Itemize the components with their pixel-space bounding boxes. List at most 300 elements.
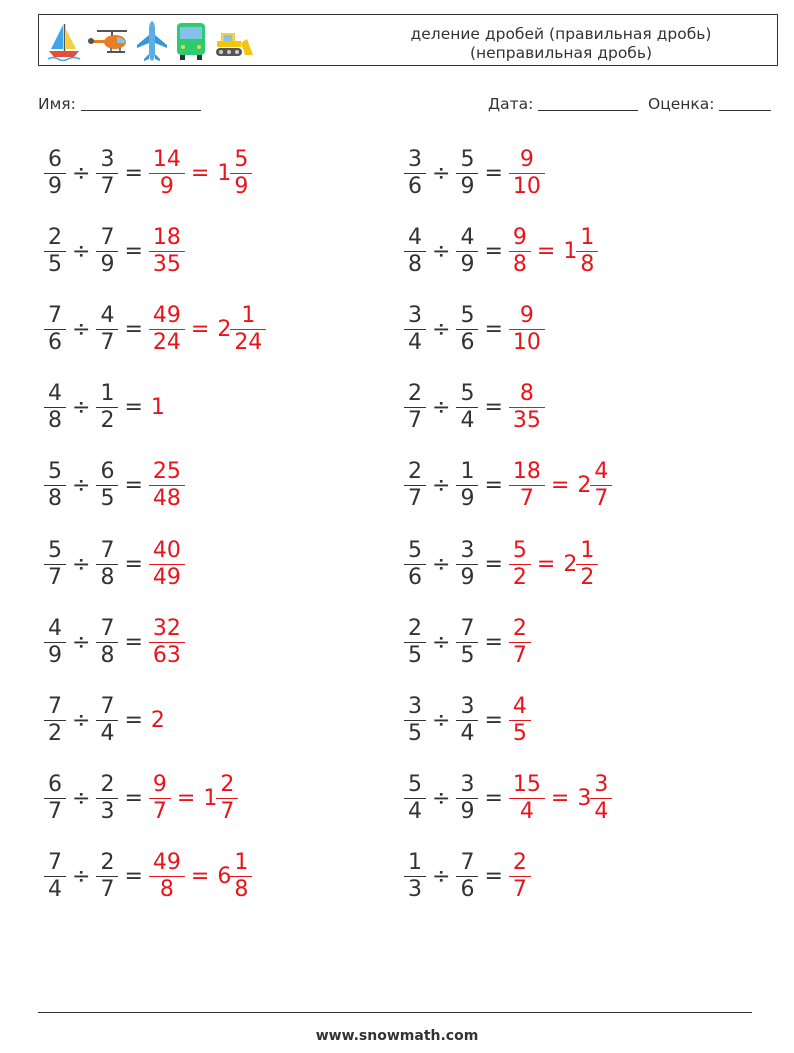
mixed-numerator: 1 [234, 850, 249, 876]
operand-a [406, 461, 424, 510]
answer-fraction [511, 461, 543, 510]
problem-item [406, 847, 529, 907]
mixed-fraction [218, 774, 236, 823]
sailboat-icon [45, 21, 83, 61]
answer [511, 852, 529, 901]
operand-b [458, 224, 476, 277]
answer-fraction-numerator: 2 [512, 850, 527, 876]
answer-equals-sign: = [536, 551, 556, 577]
operand-a-numerator: 2 [408, 381, 422, 407]
answer-fraction-numerator: 25 [152, 459, 181, 485]
answer-equals-sign: = [550, 473, 570, 499]
operand-a-denominator: 5 [404, 642, 426, 667]
operand-b [98, 461, 116, 510]
operand-b [458, 537, 476, 590]
answer [511, 146, 543, 199]
divide-sign: ÷ [432, 786, 451, 812]
answer-fraction [511, 146, 543, 199]
mixed-denominator: 8 [576, 251, 598, 276]
operand-b-numerator: 5 [460, 381, 475, 407]
problem-item [406, 299, 543, 359]
answer-fraction-denominator: 8 [509, 251, 531, 276]
equals-sign: = [484, 160, 503, 186]
answer-fraction-denominator: 35 [509, 407, 545, 432]
operand-a [406, 852, 424, 901]
operand-b [98, 537, 116, 590]
divide-sign: ÷ [432, 473, 451, 499]
operand-a-numerator: 7 [48, 693, 62, 719]
equals-sign: = [484, 238, 503, 264]
problem-item [406, 534, 596, 594]
score-field [648, 94, 771, 113]
operand-a-denominator: 6 [44, 329, 66, 354]
operand-b-numerator: 5 [460, 302, 475, 328]
mixed-fraction [232, 302, 264, 355]
date-field [488, 94, 638, 113]
footer-url[interactable]: www.snowmath.com [315, 1028, 479, 1044]
problem-item [406, 221, 596, 281]
mixed-numerator: 5 [234, 146, 249, 172]
answer-fraction [511, 852, 529, 901]
title-line-2: (неправильная дробь) [469, 44, 653, 62]
mixed-denominator: 24 [230, 329, 266, 354]
operand-a-numerator: 1 [408, 850, 422, 876]
problem-item [406, 612, 529, 672]
operand-a [46, 461, 64, 510]
operand-b-denominator: 9 [456, 485, 478, 510]
operand-a-denominator: 8 [44, 485, 66, 510]
mixed-whole: 6 [217, 864, 232, 890]
operand-b-denominator: 9 [456, 564, 478, 589]
mixed-number [563, 537, 596, 590]
answer-fraction-denominator: 7 [509, 642, 531, 667]
mixed-numerator: 1 [580, 224, 595, 250]
operand-b-numerator: 7 [100, 615, 115, 641]
operand-b-denominator: 7 [96, 876, 118, 901]
equals-sign: = [124, 864, 143, 890]
operand-a-numerator: 4 [408, 224, 422, 250]
divide-sign: ÷ [432, 551, 451, 577]
answer-fraction [511, 774, 543, 823]
divide-sign: ÷ [432, 238, 451, 264]
answer-equals-sign: = [190, 316, 210, 342]
answer-fraction-denominator: 7 [509, 485, 545, 510]
answer-fraction-denominator: 7 [149, 798, 171, 823]
operand-a-denominator: 2 [44, 720, 66, 745]
answer [151, 395, 165, 420]
operand-a [46, 615, 64, 668]
operand-b [458, 774, 476, 823]
divide-sign: ÷ [432, 707, 451, 733]
operand-a-denominator: 4 [404, 798, 426, 823]
equals-sign: = [484, 629, 503, 655]
operand-a [406, 615, 424, 668]
mixed-denominator: 4 [590, 798, 612, 823]
divide-sign: ÷ [432, 629, 451, 655]
operand-b-denominator: 9 [456, 798, 478, 823]
equals-sign: = [484, 786, 503, 812]
operand-a [406, 774, 424, 823]
operand-a-numerator: 2 [48, 224, 62, 250]
problem-item [46, 847, 250, 907]
answer [151, 302, 264, 355]
mixed-number [217, 852, 250, 901]
mixed-numerator: 4 [594, 459, 609, 485]
divide-sign: ÷ [72, 238, 91, 264]
divide-sign: ÷ [432, 316, 451, 342]
operand-a [46, 774, 64, 823]
divide-sign: ÷ [72, 786, 91, 812]
operand-a-denominator: 6 [404, 173, 426, 198]
answer [511, 224, 596, 277]
operand-b-numerator: 7 [460, 615, 475, 641]
answer [151, 224, 183, 277]
equals-sign: = [124, 238, 143, 264]
problem-item [46, 143, 250, 203]
divide-sign: ÷ [72, 395, 91, 421]
name-blank[interactable] [81, 94, 201, 111]
operand-b [458, 383, 476, 432]
operand-b-denominator: 8 [96, 642, 118, 667]
answer [151, 774, 236, 823]
answer-fraction [151, 146, 183, 199]
score-label: Оценка: [648, 95, 715, 113]
answer-fraction [151, 461, 183, 510]
operand-b [458, 146, 476, 199]
answer-fraction [511, 615, 529, 668]
equals-sign: = [124, 707, 143, 733]
operand-a-denominator: 9 [44, 642, 66, 667]
problem-item [46, 612, 183, 672]
answer-fraction-numerator: 4 [512, 693, 527, 719]
answer [511, 383, 543, 432]
operand-b-numerator: 4 [460, 224, 475, 250]
answer-fraction-numerator: 8 [519, 381, 534, 407]
operand-b [98, 302, 116, 355]
answer-fraction [151, 537, 183, 590]
operand-a-numerator: 7 [48, 302, 62, 328]
equals-sign: = [124, 786, 143, 812]
mixed-whole: 3 [577, 786, 592, 812]
header-box [38, 14, 778, 66]
operand-b-numerator: 2 [100, 850, 115, 876]
equals-sign: = [484, 864, 503, 890]
mixed-denominator: 8 [230, 876, 252, 901]
problem-item [46, 299, 264, 359]
answer-fraction-denominator: 24 [149, 329, 185, 354]
answer [511, 615, 529, 668]
operand-b [458, 693, 476, 746]
operand-a-denominator: 4 [44, 876, 66, 901]
answer-fraction-numerator: 9 [152, 772, 167, 798]
answer-whole: 2 [150, 707, 165, 733]
problem-item [46, 456, 183, 516]
mixed-whole: 1 [217, 160, 232, 186]
equals-sign: = [124, 395, 143, 421]
equals-sign: = [484, 551, 503, 577]
answer [511, 774, 610, 823]
operand-b-numerator: 3 [460, 693, 475, 719]
answer-equals-sign: = [536, 238, 556, 264]
problem-item [406, 690, 529, 750]
mixed-denominator: 9 [230, 173, 252, 198]
operand-a [406, 146, 424, 199]
divide-sign: ÷ [432, 395, 451, 421]
operand-b-denominator: 5 [456, 642, 478, 667]
mixed-number [577, 461, 610, 510]
bulldozer-icon [213, 21, 255, 61]
mixed-whole: 2 [217, 316, 232, 342]
equals-sign: = [484, 707, 503, 733]
mixed-denominator: 7 [216, 798, 238, 823]
mixed-whole: 2 [577, 473, 592, 499]
answer-fraction [511, 302, 543, 355]
operand-a-denominator: 8 [44, 407, 66, 432]
mixed-fraction [232, 852, 250, 901]
operand-a-numerator: 7 [48, 850, 62, 876]
operand-b-denominator: 7 [96, 173, 118, 198]
operand-a-numerator: 5 [408, 772, 422, 798]
divide-sign: ÷ [72, 160, 91, 186]
answer-fraction [151, 615, 183, 668]
footer-divider [38, 1012, 752, 1013]
bus-icon [173, 19, 209, 63]
operand-a [46, 693, 64, 746]
worksheet-title [381, 25, 741, 63]
answer [151, 146, 250, 199]
answer [511, 537, 596, 590]
answer-fraction-numerator: 15 [512, 772, 541, 798]
mixed-denominator: 2 [576, 564, 598, 589]
answer-equals-sign: = [550, 786, 570, 812]
equals-sign: = [484, 473, 503, 499]
answer-fraction-numerator: 49 [152, 850, 181, 876]
answer-fraction-denominator: 8 [149, 876, 185, 901]
equals-sign: = [484, 316, 503, 342]
operand-a-numerator: 2 [408, 459, 422, 485]
operand-a-numerator: 5 [48, 459, 62, 485]
answer-fraction-numerator: 2 [512, 615, 527, 641]
answer [151, 537, 183, 590]
divide-sign: ÷ [72, 629, 91, 655]
operand-b [98, 383, 116, 432]
answer-fraction-numerator: 32 [152, 615, 181, 641]
operand-a-denominator: 5 [44, 251, 66, 276]
answer-fraction-numerator: 9 [512, 224, 527, 250]
answer-fraction [511, 693, 529, 746]
operand-b-numerator: 4 [100, 302, 115, 328]
answer-fraction-denominator: 2 [509, 564, 531, 589]
operand-b-numerator: 5 [460, 146, 475, 172]
operand-b-denominator: 4 [456, 407, 478, 432]
operand-a [406, 302, 424, 355]
answer-fraction-denominator: 10 [509, 173, 545, 198]
operand-b-numerator: 1 [100, 381, 115, 407]
operand-a-denominator: 7 [404, 485, 426, 510]
divide-sign: ÷ [432, 864, 451, 890]
problem-item [46, 690, 165, 750]
divide-sign: ÷ [72, 551, 91, 577]
name-label: Имя: [38, 95, 76, 113]
mixed-number [563, 224, 596, 277]
operand-b-denominator: 5 [96, 485, 118, 510]
equals-sign: = [124, 160, 143, 186]
answer-fraction-numerator: 9 [519, 146, 534, 172]
divide-sign: ÷ [72, 707, 91, 733]
answer [151, 461, 183, 510]
equals-sign: = [124, 629, 143, 655]
answer-fraction-numerator: 18 [152, 224, 181, 250]
problem-item [46, 534, 183, 594]
operand-a [46, 302, 64, 355]
problem-item [406, 378, 543, 438]
answer [511, 693, 529, 746]
operand-a-numerator: 4 [48, 381, 62, 407]
operand-a-numerator: 3 [408, 146, 422, 172]
mixed-number [217, 146, 250, 199]
operand-b-numerator: 3 [460, 772, 475, 798]
airplane-icon [135, 19, 169, 63]
operand-a-denominator: 6 [404, 564, 426, 589]
answer-fraction-denominator: 9 [149, 173, 185, 198]
answer-fraction-denominator: 7 [509, 876, 531, 901]
operand-a-denominator: 7 [44, 564, 66, 589]
answer-fraction-numerator: 40 [152, 537, 181, 563]
answer-equals-sign: = [176, 786, 196, 812]
answer-fraction [151, 852, 183, 901]
date-blank[interactable] [538, 94, 638, 111]
operand-a-denominator: 8 [404, 251, 426, 276]
score-blank[interactable] [719, 94, 771, 111]
equals-sign: = [124, 316, 143, 342]
divide-sign: ÷ [432, 160, 451, 186]
answer [151, 852, 250, 901]
mixed-fraction [592, 461, 610, 510]
mixed-numerator: 1 [580, 537, 595, 563]
operand-a-numerator: 6 [48, 146, 62, 172]
mixed-fraction [578, 224, 596, 277]
operand-a [406, 537, 424, 590]
answer-fraction-numerator: 49 [152, 302, 181, 328]
operand-a-numerator: 3 [408, 693, 422, 719]
divide-sign: ÷ [72, 473, 91, 499]
name-field [38, 94, 201, 113]
problem-item [406, 769, 610, 829]
operand-b [458, 461, 476, 510]
operand-a [46, 537, 64, 590]
operand-b-denominator: 7 [96, 329, 118, 354]
operand-b [98, 146, 116, 199]
answer-fraction [151, 774, 169, 823]
answer-whole: 1 [150, 395, 165, 421]
operand-a [406, 224, 424, 277]
operand-b-denominator: 2 [96, 407, 118, 432]
operand-a-denominator: 7 [404, 407, 426, 432]
answer-fraction-denominator: 10 [509, 329, 545, 354]
operand-b-denominator: 3 [96, 798, 118, 823]
operand-a-denominator: 7 [44, 798, 66, 823]
operand-b-numerator: 3 [460, 537, 475, 563]
operand-b [458, 852, 476, 901]
operand-a [406, 693, 424, 746]
problem-item [46, 769, 236, 829]
operand-b [98, 615, 116, 668]
operand-a-denominator: 5 [404, 720, 426, 745]
answer-fraction-denominator: 63 [149, 642, 185, 667]
operand-a [46, 224, 64, 277]
title-line-1: деление дробей (правильная дробь) [410, 25, 712, 43]
equals-sign: = [484, 395, 503, 421]
operand-b-numerator: 3 [100, 146, 115, 172]
operand-a-numerator: 6 [48, 772, 62, 798]
operand-b [98, 774, 116, 823]
operand-b [458, 615, 476, 668]
operand-a [46, 146, 64, 199]
mixed-number [217, 302, 264, 355]
operand-a [46, 852, 64, 901]
answer-fraction-denominator: 35 [149, 251, 185, 276]
operand-b-denominator: 9 [456, 173, 478, 198]
equals-sign: = [124, 473, 143, 499]
mixed-denominator: 7 [590, 485, 612, 510]
answer-fraction [511, 224, 529, 277]
equals-sign: = [124, 551, 143, 577]
answer-fraction-denominator: 5 [509, 720, 531, 745]
operand-b-denominator: 4 [96, 720, 118, 745]
operand-b-denominator: 6 [456, 329, 478, 354]
operand-b-denominator: 9 [456, 251, 478, 276]
problem-item [46, 221, 183, 281]
operand-b-denominator: 8 [96, 564, 118, 589]
header-icons [45, 19, 255, 63]
answer-equals-sign: = [190, 864, 210, 890]
operand-b [98, 852, 116, 901]
operand-b-numerator: 2 [100, 772, 115, 798]
divide-sign: ÷ [72, 316, 91, 342]
mixed-fraction [578, 537, 596, 590]
answer-fraction-denominator: 49 [149, 564, 185, 589]
date-label: Дата: [488, 95, 534, 113]
answer-fraction-numerator: 18 [512, 459, 541, 485]
operand-b-numerator: 7 [460, 850, 475, 876]
operand-a-numerator: 5 [48, 537, 62, 563]
answer-fraction-denominator: 4 [509, 798, 545, 823]
operand-b-numerator: 6 [100, 459, 115, 485]
answer [151, 615, 183, 668]
mixed-number [577, 774, 610, 823]
operand-a-denominator: 3 [404, 876, 426, 901]
problem-item [46, 378, 165, 438]
operand-b-numerator: 7 [100, 224, 115, 250]
operand-b-denominator: 9 [96, 251, 118, 276]
operand-b [98, 693, 116, 746]
operand-a [46, 383, 64, 432]
answer-fraction [151, 224, 183, 277]
problem-item [406, 143, 543, 203]
mixed-numerator: 1 [241, 302, 256, 328]
answer-fraction-numerator: 9 [519, 302, 534, 328]
operand-a-numerator: 3 [408, 302, 422, 328]
mixed-fraction [232, 146, 250, 199]
operand-b-numerator: 7 [100, 693, 115, 719]
divide-sign: ÷ [72, 864, 91, 890]
answer-fraction [511, 383, 543, 432]
operand-a-denominator: 4 [404, 329, 426, 354]
operand-b-denominator: 6 [456, 876, 478, 901]
operand-b [98, 224, 116, 277]
answer-fraction [151, 302, 183, 355]
problem-item [406, 456, 610, 516]
